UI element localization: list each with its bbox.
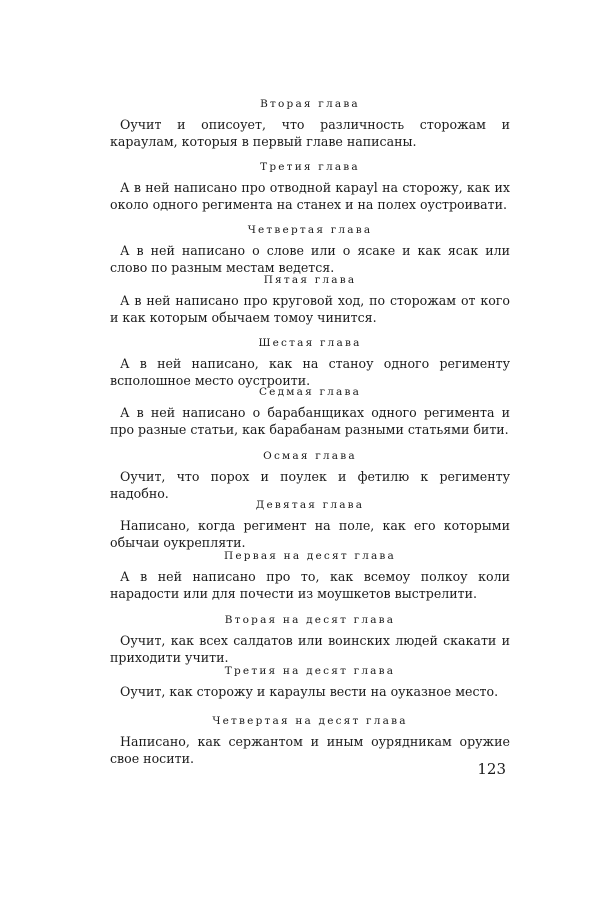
chapter-title: Четвертая глава <box>247 224 373 236</box>
chapter-4 <box>110 223 510 276</box>
chapter-title: Седмая глава <box>258 386 362 398</box>
chapter-text: Оучит, как сторожу и караулы вести на оуказное место. <box>120 684 499 699</box>
chapter-text: Написано, как сержантом и иным оурядникам оружие свое носити. <box>110 734 510 766</box>
chapter-text: А в ней написано про то, как всемоу полкоу коли нарадости или для почести из моушкетов выстрелити. <box>110 569 510 601</box>
chapter-3 <box>110 160 510 213</box>
chapter-14 <box>110 714 510 767</box>
chapter-title: Первая на десят глава <box>224 550 396 562</box>
chapter-title: Пятая глава <box>263 274 357 286</box>
chapter-title: Третия глава <box>260 161 360 173</box>
chapter-7 <box>110 385 510 438</box>
chapter-title: Третия на десят глава <box>224 665 396 677</box>
page-number: 123 <box>477 760 506 778</box>
chapter-text: А в ней написано о барабанщиках одного регимента и про разные статьи, как барабанам разными статьями бити. <box>110 405 510 437</box>
chapter-title: Шестая глава <box>258 337 362 349</box>
chapter-text: Написано, когда регимент на поле, как его которыми обычаи оукрепляти. <box>110 518 510 550</box>
chapter-title: Вторая глава <box>260 98 360 110</box>
chapter-text: Оучит, как всех салдатов или воинских людей скакати и приходити учити. <box>110 633 510 665</box>
chapter-5 <box>110 273 510 326</box>
chapter-text: Оучит и описоует, что различность сторожам и караулам, которыя в первый главе написаны. <box>110 117 510 149</box>
chapter-title: Вторая на десят глава <box>224 614 396 626</box>
chapter-8 <box>110 449 510 502</box>
chapter-title: Четвертая на десят глава <box>212 715 408 727</box>
chapter-title: Девятая глава <box>255 499 365 511</box>
chapter-13 <box>110 664 510 700</box>
chapter-2 <box>110 97 510 150</box>
chapter-text: А в ней написано про круговой ход, по сторожам от кого и как которым обычаем томоу чинится. <box>110 293 510 325</box>
chapter-9 <box>110 498 510 551</box>
chapter-11 <box>110 549 510 602</box>
chapter-6 <box>110 336 510 389</box>
chapter-text: А в ней написано, как на станоу одного регименту всполошное место оустроити. <box>110 356 510 388</box>
chapter-text: А в ней написано о слове или о ясаке и как ясак или слово по разным местам ведется. <box>110 243 510 275</box>
chapter-text: Оучит, что порох и поулек и фетилю к регименту надобно. <box>110 469 510 501</box>
chapter-text: А в ней написано про отводной карауl на сторожу, как их около одного регимента на станех и на полех оустроивати. <box>110 180 510 212</box>
chapter-title: Осмая глава <box>263 450 357 462</box>
chapter-12 <box>110 613 510 666</box>
